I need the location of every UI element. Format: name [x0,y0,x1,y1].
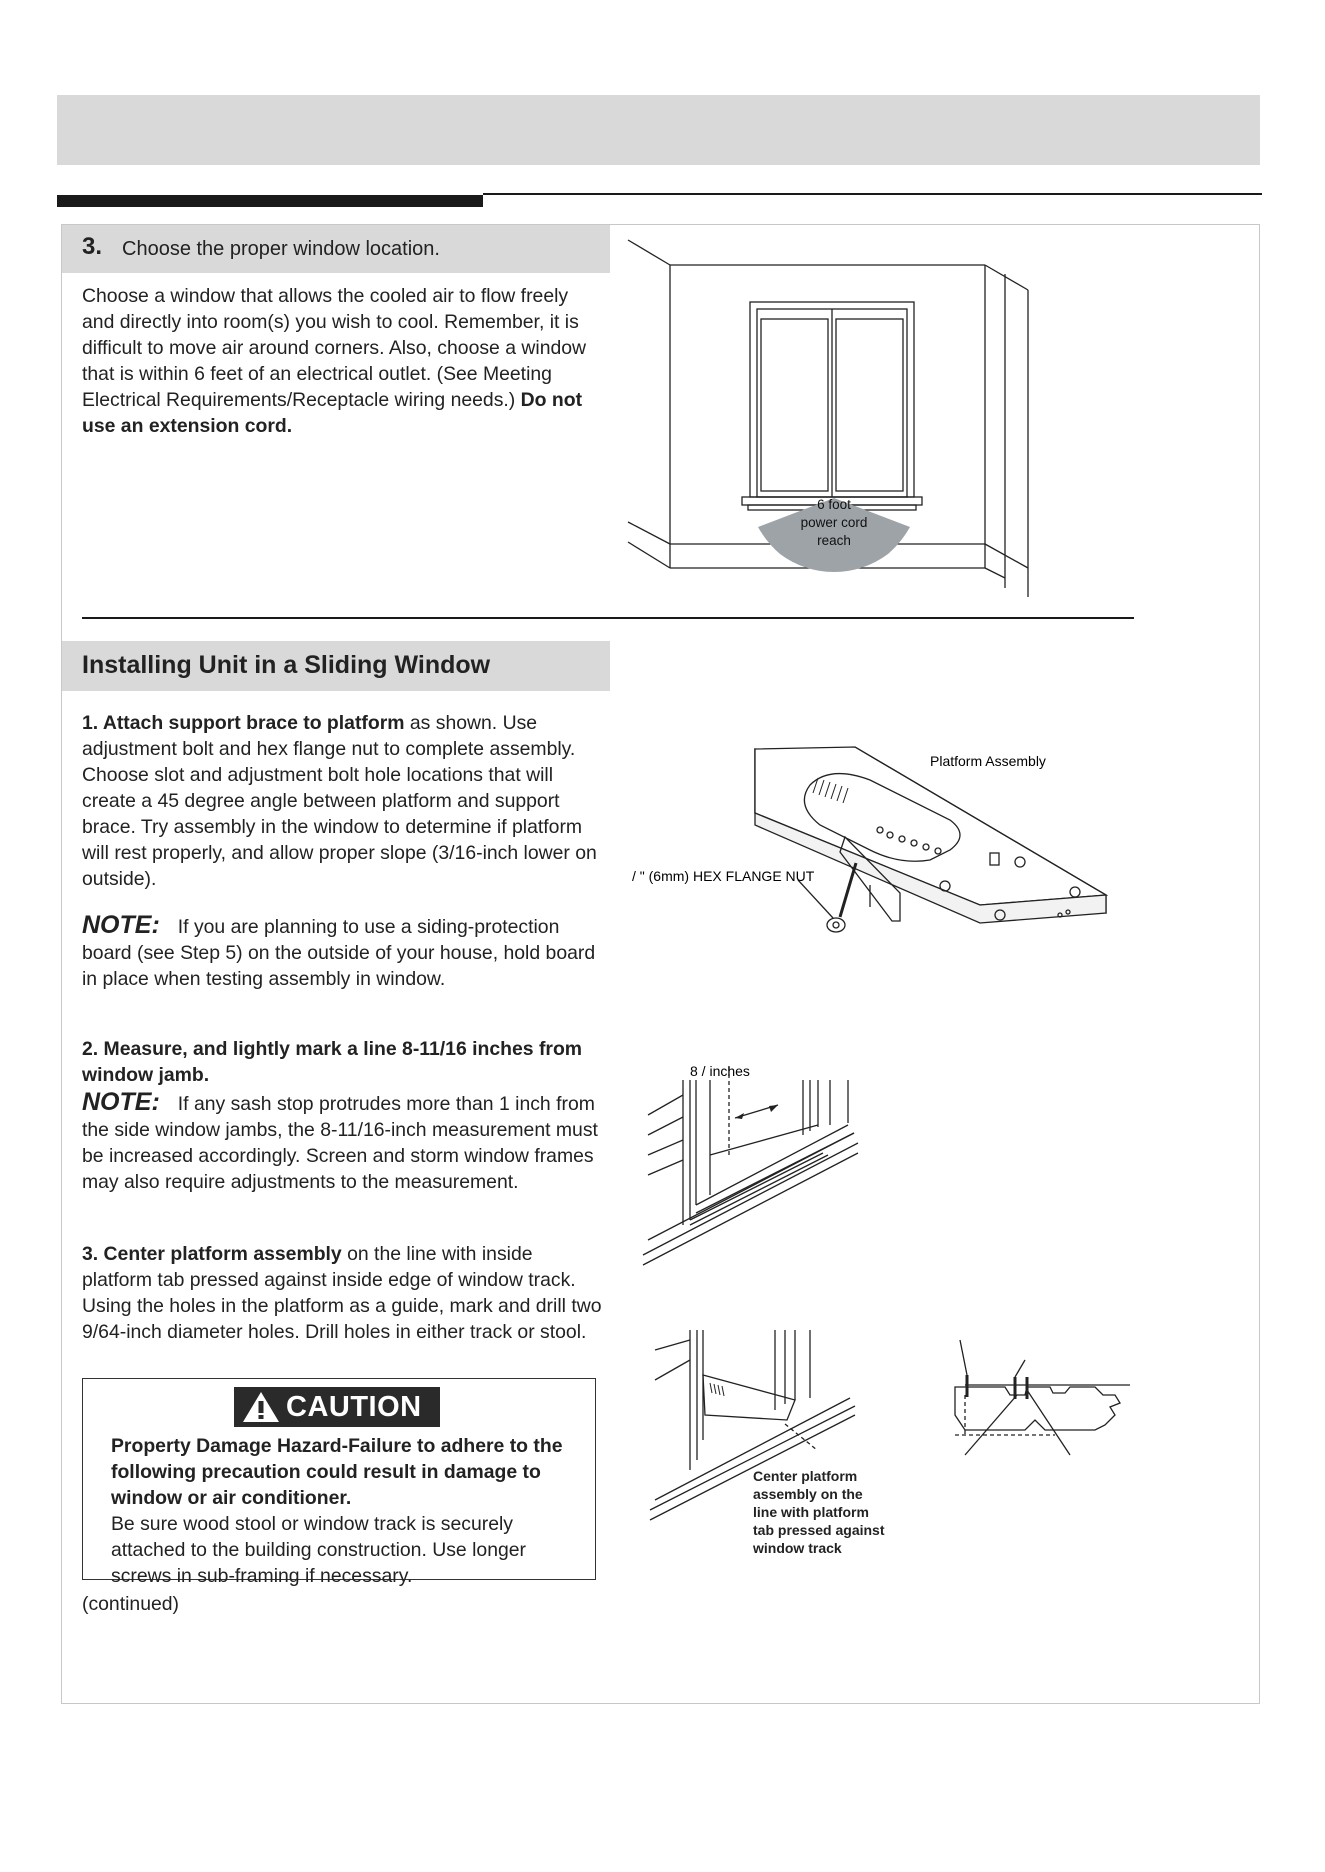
step3-body [82,283,602,439]
warning-triangle-icon [242,1391,280,1423]
measurement-figure [638,1055,878,1275]
step3-body-text: Choose a window that allows the cooled air to flow freely and directly into room(s) you wish to cool. Remember, it is difficult to move air around corners. Also, choose a window that is within 6 feet of an electrical outlet. (See Meeting Electrical Requirements/Receptacle wiring needs.) [82,285,587,411]
hex-nut-label: / " (6mm) HEX FLANGE NUT [632,868,815,884]
step3-heading: Choose the proper window location. [122,238,440,260]
caption-line-2: assembly on the [753,1486,863,1502]
step3-number: 3. [82,233,103,260]
caution-body-text: Be sure wood stool or window track is securely attached to the building construction. Use longer screws in sub-framing if necessary. [111,1513,527,1587]
note1-label: NOTE: [82,911,160,939]
cord-reach-label-3: reach [817,533,851,548]
sliding-window-heading-bar [62,641,610,691]
sliding-step2 [82,1036,602,1088]
caption-line-5: window track [753,1540,842,1556]
step3-text: on the line with inside platform tab pressed against inside edge of window track. Using the holes in the platform as a guide, mark and drill two 9/64-inch diameter holes. Drill holes in either track or stool. [82,1243,602,1343]
step3-heading-bar [62,225,610,273]
note1 [82,912,602,992]
caution-badge [234,1387,440,1427]
header-band [57,95,1260,165]
note2 [82,1089,602,1195]
caption-line-1: Center platform [753,1468,858,1484]
sliding-window-heading: Installing Unit in a Sliding Window [82,651,491,679]
continued-label: (continued) [82,1593,180,1615]
caution-label: CAUTION [286,1391,422,1423]
caption-line-3: line with platform [753,1504,869,1520]
step1-text: as shown. Use adjustment bolt and hex flange nut to complete assembly. Choose slot and adjustment bolt hole locations that will create a 45 degree angle between platform and support brace. Try assembly in the window to determine if platform will rest properly, and allow proper slope (3/16-inch lower on outside). [82,712,597,890]
platform-assembly-label: Platform Assembly [930,753,1046,769]
step3-title: 3. Center platform assembly [82,1243,342,1265]
center-platform-caption [753,1467,885,1557]
caution-text [111,1433,591,1589]
note2-label: NOTE: [82,1088,160,1116]
cord-reach-label-2: power cord [800,515,868,530]
header-rule-thin [483,193,1262,195]
caution-bold-text: Property Damage Hazard-Failure to adhere to the following precaution could result in damage to window or air conditioner. [111,1435,563,1509]
cord-reach-label-1: 6 foot [817,497,851,512]
window-location-figure [620,232,1040,607]
note2-text: If any sash stop protrudes more than 1 inch from the side window jambs, the 8-11/16-inch measurement must be increased accordingly. Screen and storm window frames may also require adjustments to the measurement. [82,1093,598,1193]
caution-box [82,1378,596,1587]
cross-section-figure [945,1335,1140,1465]
header-rule-thick [57,195,483,207]
sliding-step1 [82,710,602,892]
step3-body-warning: Do not use an extension cord. [82,389,583,437]
step1-title: 1. Attach support brace to platform [82,712,405,734]
step2-title: 2. Measure, and lightly mark a line 8-11/16 inches from window jamb. [82,1038,583,1086]
caption-line-4: tab pressed against [753,1522,885,1538]
platform-assembly-figure [630,745,1160,980]
sliding-step3 [82,1241,602,1345]
measurement-label: 8 / inches [690,1063,750,1079]
section-divider [82,617,1134,619]
note1-text: If you are planning to use a siding-protection board (see Step 5) on the outside of your house, hold board in place when testing assembly in window. [82,916,596,990]
